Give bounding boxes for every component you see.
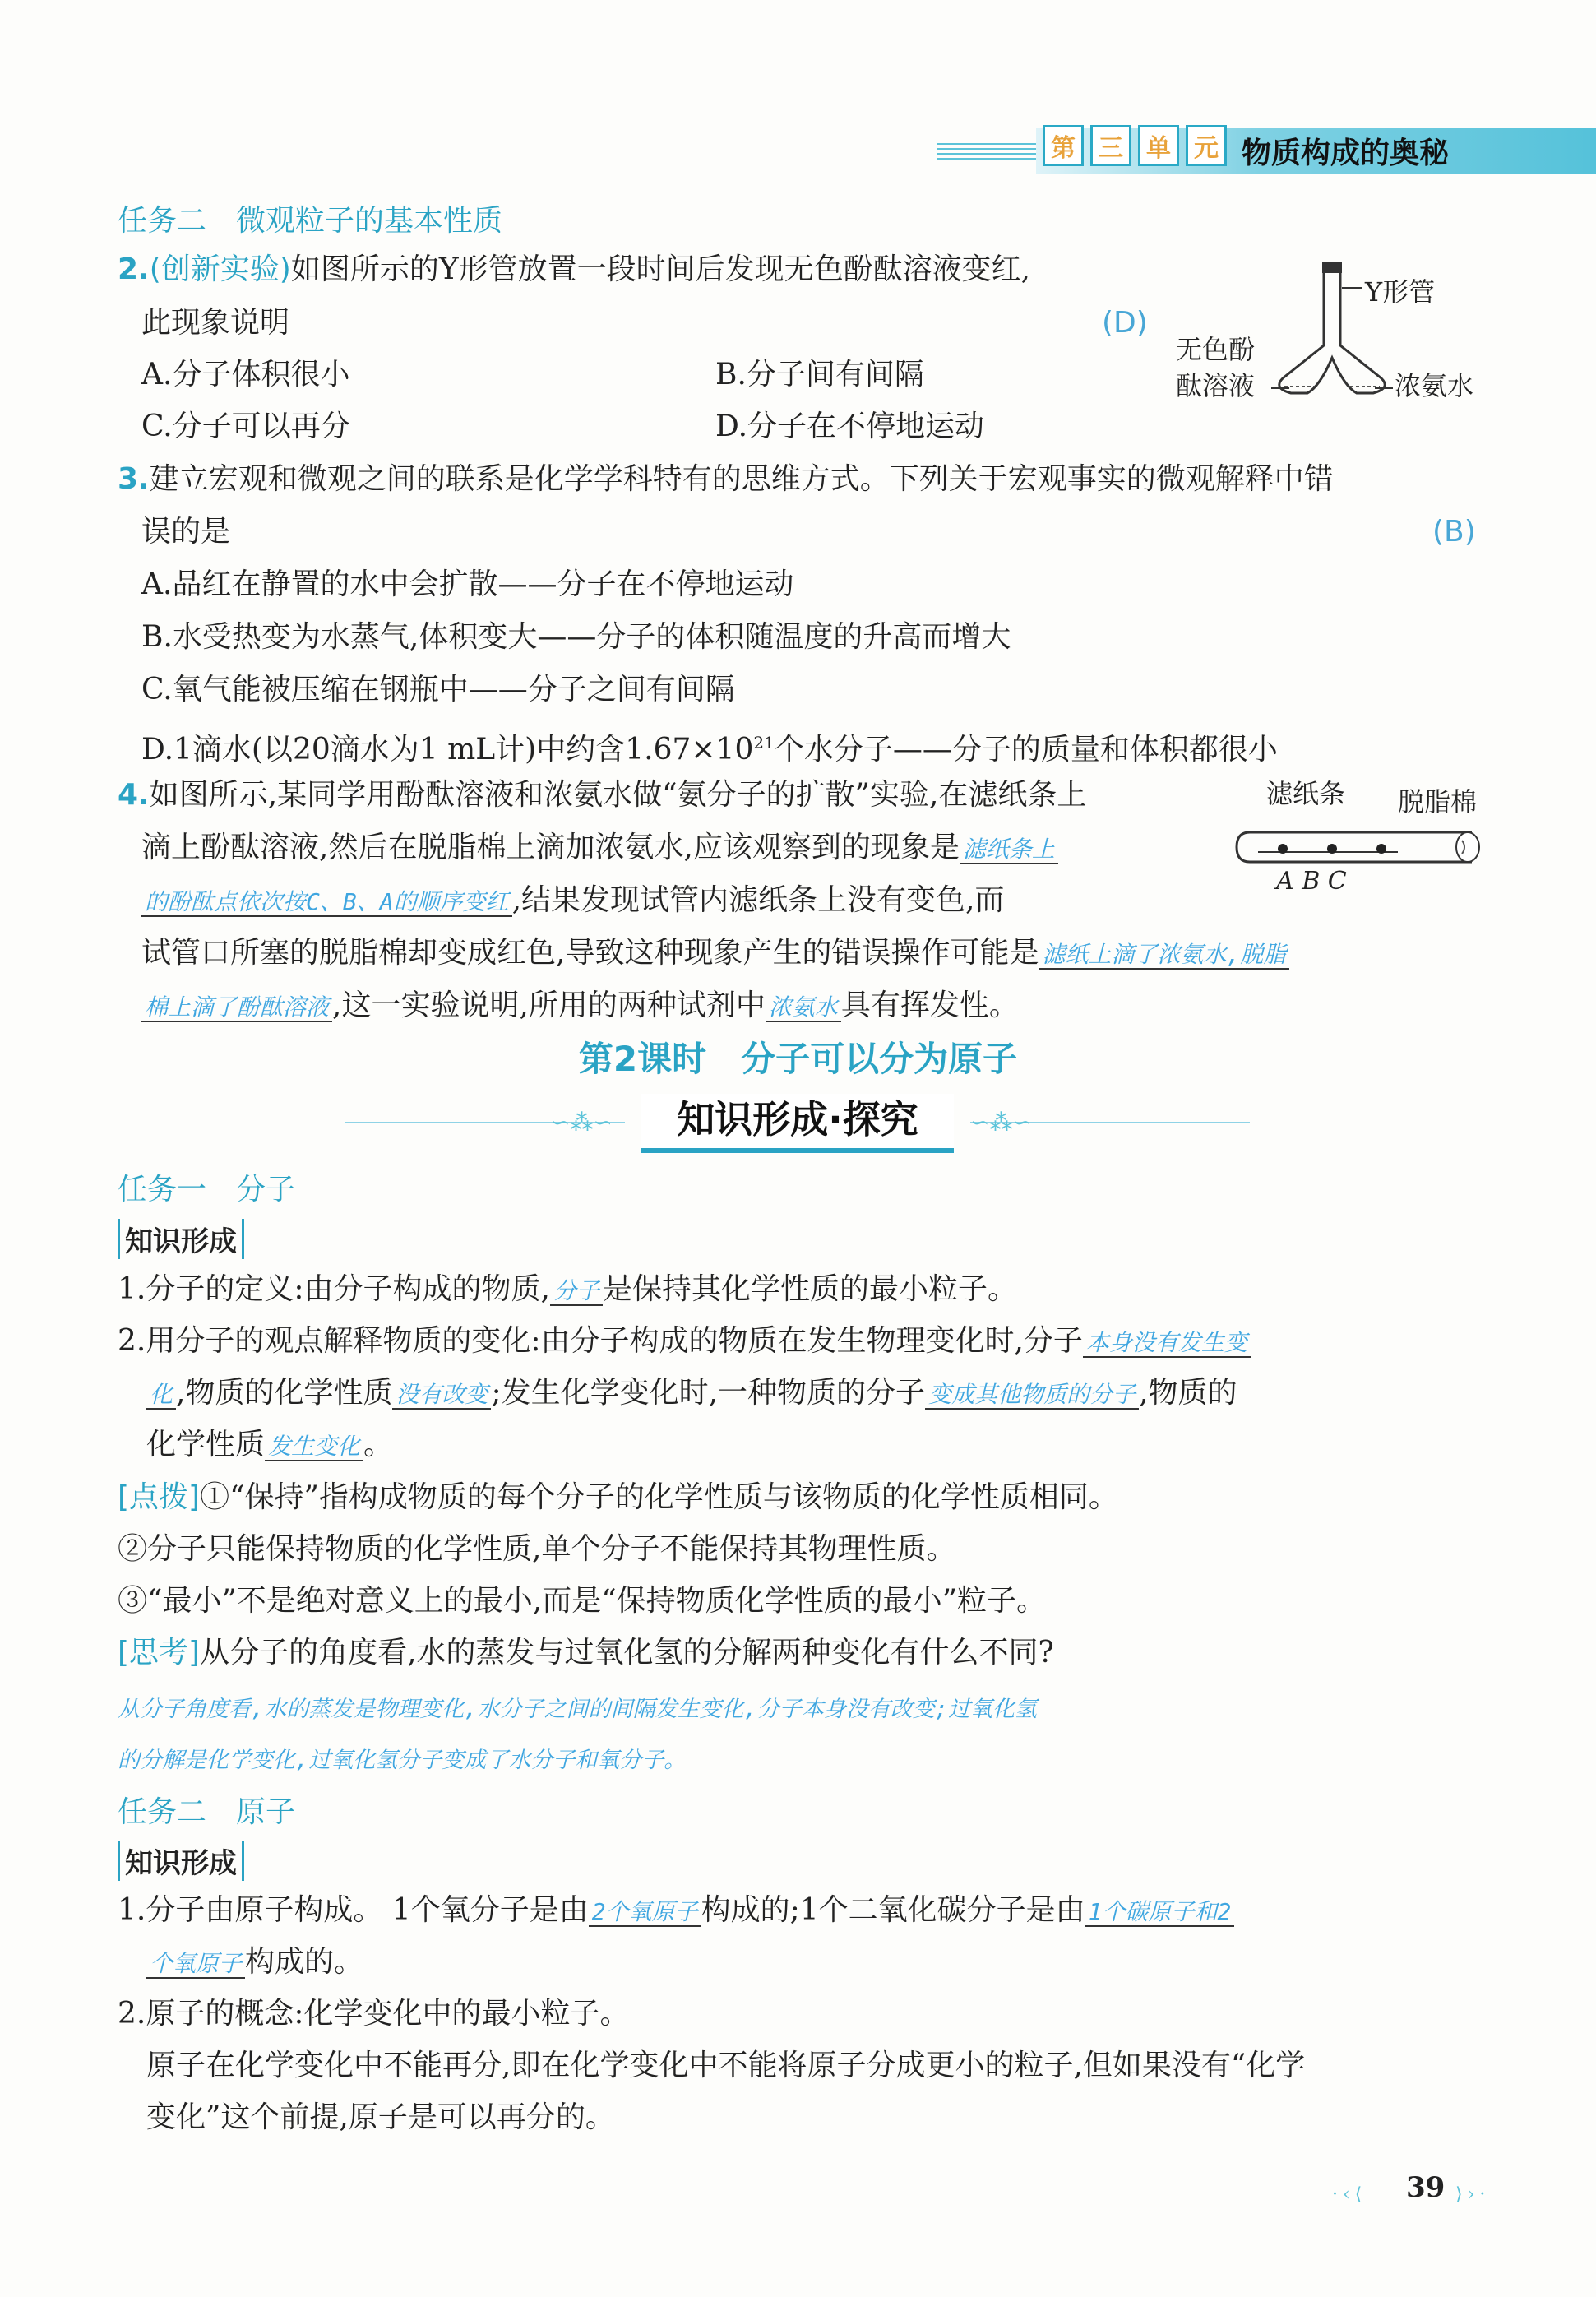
paragraph-1 <box>118 1271 1017 1310</box>
question-4-line-3 <box>141 882 1004 921</box>
question-3-option-c: C.氧气能被压缩在钢瓶中——分子之间有间隔 <box>141 673 735 706</box>
tip-line-2: ②分子只能保持物质的化学性质,单个分子不能保持其物理性质。 <box>118 1532 956 1566</box>
handwritten-answer: 1个碳原子和2 <box>1085 1898 1235 1927</box>
label-y-tube: Y形管 <box>1365 276 1436 308</box>
section-title: 知识形成·探究 <box>641 1094 954 1153</box>
text: 2.用分子的观点解释物质的变化:由分子构成的物质在发生物理变化时,分子 <box>118 1324 1083 1358</box>
paragraph-2-line-3 <box>146 1426 393 1466</box>
question-text: 滴上酚酞溶液,然后在脱脂棉上滴加浓氨水,应该观察到的现象是 <box>141 831 960 864</box>
test-tube-figure <box>1233 773 1505 905</box>
y-tube-figure <box>1168 255 1513 419</box>
question-3-option-d <box>141 724 1278 769</box>
handwritten-answer: 本身没有发生变 <box>1083 1329 1251 1358</box>
handwritten-answer: 浓氨水 <box>766 993 841 1022</box>
question-text: ,结果发现试管内滤纸条上没有变色,而 <box>511 883 1005 917</box>
question-4-line-5 <box>141 987 1019 1026</box>
label-cotton: 脱脂棉 <box>1398 786 1478 817</box>
text: ;发生化学变化时,一种物质的分子 <box>491 1376 926 1410</box>
text: ,物质的化学性质 <box>176 1376 393 1410</box>
paragraph-4-line-2: 原子在化学变化中不能再分,即在化学变化中不能将原子分成更小的粒子,但如果没有“化学 <box>146 2049 1306 2082</box>
question-text: 试管口所塞的脱脂棉却变成红色,导致这种现象产生的错误操作可能是 <box>141 936 1039 970</box>
option-d-text-2: 个水分子——分子的质量和体积都很小 <box>774 733 1278 766</box>
question-number: 3. <box>118 462 150 496</box>
label-points-abc: A B C <box>1276 867 1347 896</box>
handwritten-answer: 发生变化 <box>265 1433 363 1461</box>
question-3-option-b: B.水受热变为水蒸气,体积变大——分子的体积随温度的升高而增大 <box>141 620 1011 654</box>
question-number: 4. <box>118 778 150 812</box>
banner-ornament-left: ∽⁂∽ <box>551 1109 613 1136</box>
handwritten-answer: 滤纸上滴了浓氨水,脱脂 <box>1039 941 1289 970</box>
text: 化学性质 <box>146 1428 266 1461</box>
tip-line-1 <box>118 1479 1118 1517</box>
lesson-title: 第2课时 分子可以分为原子 <box>578 1039 1018 1079</box>
question-3-option-a: A.品红在静置的水中会扩散——分子在不停地运动 <box>141 567 794 601</box>
handwritten-answer: 棉上滴了酚酞溶液 <box>141 993 332 1022</box>
option-d-text: D.1滴水(以20滴水为1 mL计)中约含1.67×10 <box>141 733 754 766</box>
section-banner <box>345 1094 1250 1151</box>
paragraph-2-line-1 <box>118 1322 1251 1362</box>
question-3-stem-cont: 误的是 <box>141 515 231 549</box>
think-answer-line-1: 从分子角度看,水的蒸发是物理变化,水分子之间的间隔发生变化,分子本身没有改变;过氧化氢 <box>118 1697 1038 1722</box>
question-4-line-4 <box>141 934 1289 974</box>
text: 从分子的角度看,水的蒸发与过氧化氢的分解两种变化有什么不同? <box>200 1636 1054 1669</box>
tip-tag: [点拨] <box>118 1480 201 1514</box>
paragraph-4-line-3: 变化”这个前提,原子是可以再分的。 <box>146 2100 615 2134</box>
think-tag: [思考] <box>118 1636 201 1669</box>
handwritten-answer: 没有改变 <box>392 1381 491 1410</box>
handwritten-answer: 分子 <box>550 1277 603 1306</box>
question-tag: (创新实验) <box>149 252 291 286</box>
question-text: 具有挥发性。 <box>840 989 1019 1022</box>
task-heading: 任务二 原子 <box>118 1795 296 1829</box>
question-text: 如图所示的Y形管放置一段时间后发现无色酚酞溶液变红, <box>290 252 1031 286</box>
label-phenolphthalein-1: 无色酚 <box>1176 334 1256 365</box>
knowledge-box-label: 知识形成 <box>118 1841 244 1881</box>
tip-line-3: ③“最小”不是绝对意义上的最小,而是“保持物质化学性质的最小”粒子。 <box>118 1584 1047 1618</box>
paragraph-3-line-2 <box>146 1943 363 1983</box>
question-2-answer: (D) <box>1102 306 1148 340</box>
task-heading: 任务一 分子 <box>118 1173 296 1206</box>
label-phenolphthalein-2: 酞溶液 <box>1176 370 1256 401</box>
question-4-line-1 <box>118 776 1086 814</box>
text: ①“保持”指构成物质的每个分子的化学性质与该物质的化学性质相同。 <box>200 1480 1118 1514</box>
handwritten-answer: 的酚酞点依次按C、B、A的顺序变红 <box>141 888 512 917</box>
page-number: 39 <box>1406 2171 1446 2204</box>
label-filter-strip: 滤纸条 <box>1266 778 1346 809</box>
text: 1.分子的定义:由分子构成的物质, <box>118 1272 550 1306</box>
handwritten-answer: 变成其他物质的分子 <box>925 1381 1139 1410</box>
text: ,物质的 <box>1139 1376 1237 1410</box>
think-answer-line-2: 的分解是化学变化,过氧化氢分子变成了水分子和氧分子。 <box>118 1748 687 1773</box>
question-3-stem <box>118 461 1334 498</box>
question-2-stem <box>118 251 1030 289</box>
question-2-option-b: B.分子间有间隔 <box>715 358 924 391</box>
handwritten-answer: 滤纸条上 <box>960 836 1058 864</box>
question-text: 如图所示,某同学用酚酞溶液和浓氨水做“氨分子的扩散”实验,在滤纸条上 <box>149 778 1087 812</box>
question-3-answer: (B) <box>1432 515 1476 549</box>
option-d-exponent: 21 <box>753 733 775 753</box>
unit-char-3: 单 <box>1138 125 1179 166</box>
question-number: 2. <box>118 252 150 286</box>
unit-header <box>937 123 1596 178</box>
handwritten-answer: 2个氧原子 <box>589 1898 701 1927</box>
paragraph-2-line-2 <box>146 1374 1237 1414</box>
text: 构成的。 <box>245 1945 364 1979</box>
banner-ornament-right: ∽⁂∽ <box>970 1109 1032 1136</box>
question-text: ,这一实验说明,所用的两种试剂中 <box>332 989 766 1022</box>
text: 。 <box>363 1428 394 1461</box>
question-2-option-d: D.分子在不停地运动 <box>715 410 985 443</box>
question-2-option-a: A.分子体积很小 <box>141 358 350 391</box>
question-text: 建立宏观和微观之间的联系是化学学科特有的思维方式。下列关于宏观事实的微观解释中错 <box>149 462 1334 496</box>
unit-char-4: 元 <box>1186 125 1227 166</box>
question-2-option-c: C.分子可以再分 <box>141 410 350 443</box>
task-heading: 任务二 微观粒子的基本性质 <box>118 204 503 238</box>
unit-title: 物质构成的奥秘 <box>1242 137 1450 170</box>
text: 构成的;1个二氧化碳分子是由 <box>701 1893 1085 1927</box>
knowledge-box-label: 知识形成 <box>118 1219 244 1259</box>
label-ammonia: 浓氨水 <box>1395 370 1474 401</box>
header-decor-lines <box>937 143 1036 160</box>
question-4-line-2 <box>141 829 1058 868</box>
unit-char-1: 第 <box>1043 125 1084 166</box>
think-question <box>118 1634 1054 1672</box>
unit-char-2: 三 <box>1090 125 1131 166</box>
paragraph-4-line-1: 2.原子的概念:化学变化中的最小粒子。 <box>118 1997 630 2031</box>
handwritten-answer: 化 <box>146 1381 176 1410</box>
question-2-stem-cont: 此现象说明 <box>141 306 290 340</box>
test-tube-diagram <box>1233 822 1505 872</box>
text: 1.分子由原子构成。 1个氧分子是由 <box>118 1893 589 1927</box>
text: 是保持其化学性质的最小粒子。 <box>602 1272 1017 1306</box>
page-decor-left: ·‹⟨ <box>1332 2184 1367 2205</box>
page-decor-right: ⟩›· <box>1455 2184 1491 2205</box>
paragraph-3-line-1 <box>118 1892 1234 1931</box>
handwritten-answer: 个氧原子 <box>146 1950 245 1979</box>
